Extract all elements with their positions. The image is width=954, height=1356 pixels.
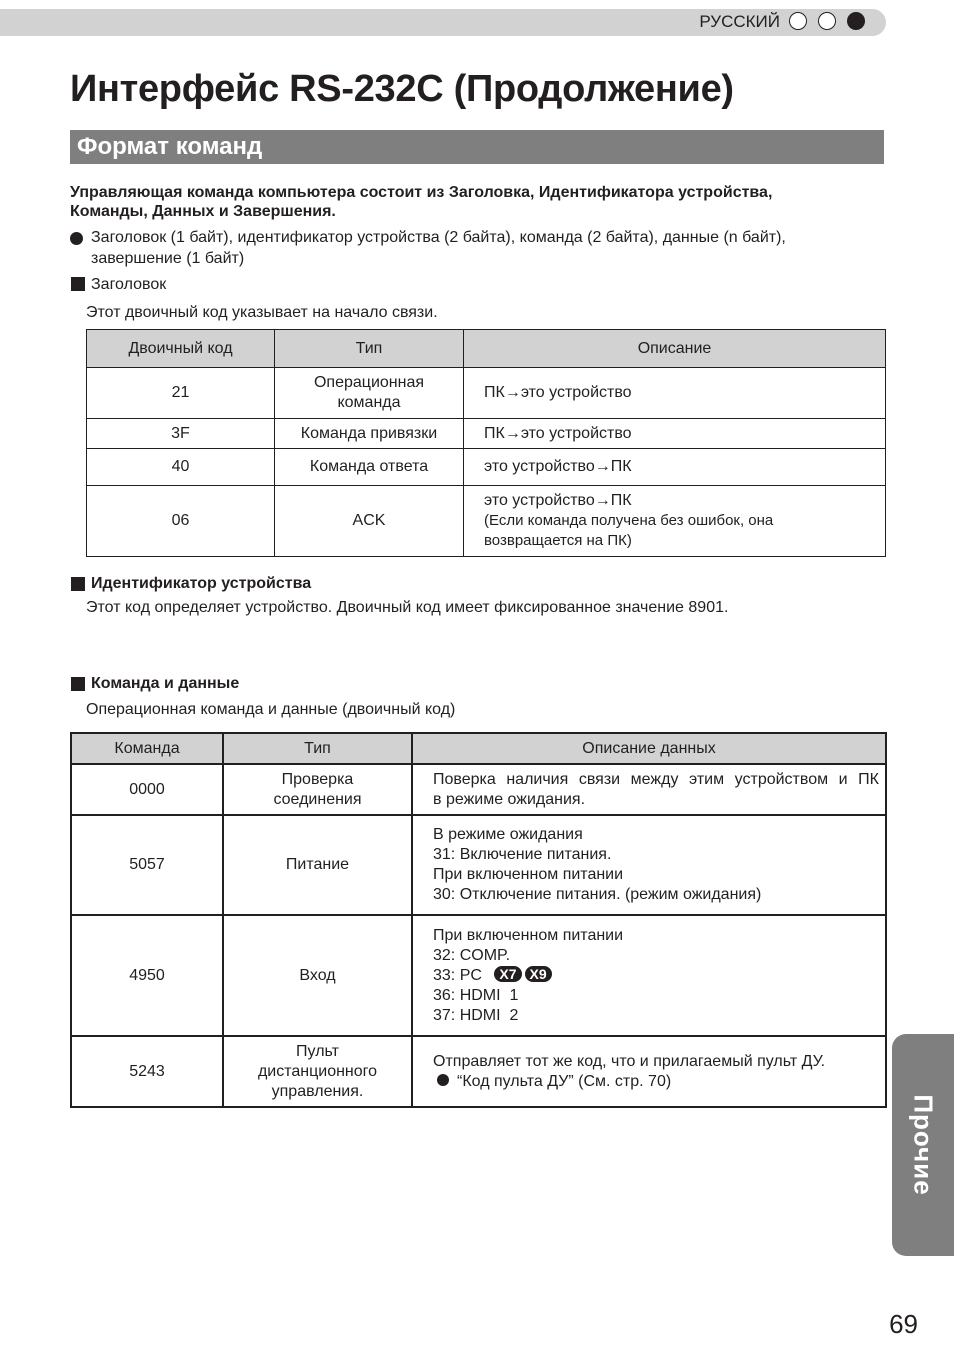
desc-cell [412,764,886,815]
code-cell: 21 [87,368,275,419]
type-cell [275,368,464,419]
type-line: команда [337,394,401,411]
note-line: (Если команда получена без ошибок, она [484,512,774,529]
type-cell: ACK [275,486,464,557]
column-header: Двоичный код [87,330,275,368]
type-line: Операционная [313,374,425,391]
command-data-desc: Операционная команда и данные (двоичный код) [86,701,456,718]
side-tab[interactable] [892,1034,954,1256]
page-title: Интерфейс RS-232C (Продолжение) [70,68,734,110]
note-line: возвращается на ПК) [484,532,632,549]
bullet-line-1: Заголовок (1 байт), идентификатор устройства (2 байта), команда (2 байта), данные (n байт), [91,229,786,246]
table-row [71,915,886,1036]
square-bullet-icon [71,277,85,291]
desc-line: Отправляет тот же код, что и прилагаемый пульт ДУ. [433,1052,826,1070]
device-id-heading: Идентификатор устройства [91,575,312,592]
table-row [71,1036,886,1107]
language-dot-empty [789,12,807,30]
desc-text: 33: PC [433,966,482,984]
type-line: соединения [273,790,362,808]
type-cell: Команда привязки [275,419,464,449]
type-cell: Питание [223,815,412,915]
table-row [87,419,886,449]
square-bullet-icon [71,577,85,591]
language-label: РУССКИЙ [699,12,780,31]
desc-line: При включенном питании [433,926,624,944]
language-dot-filled [847,12,865,30]
device-id-desc: Этот код определяет устройство. Двоичный код имеет фиксированное значение 8901. [86,599,729,616]
page-number: 69 [889,1309,918,1339]
type-cell [223,764,412,815]
type-line: Пульт [296,1042,339,1060]
code-cell: 5057 [71,815,223,915]
column-header: Описание данных [412,733,886,764]
column-header: Тип [223,733,412,764]
desc-line: 37: HDMI 2 [433,1006,519,1024]
bullet-icon [70,232,83,245]
column-header: Команда [71,733,223,764]
square-bullet-icon [71,677,85,691]
type-cell: Вход [223,915,412,1036]
table-row [71,815,886,915]
desc-line: 31: Включение питания. [433,846,612,863]
type-line: Проверка [281,770,354,788]
type-cell: Команда ответа [275,449,464,486]
header-heading: Заголовок [91,276,167,293]
table-row [87,449,886,486]
table-header-row [87,330,886,368]
desc-line: 32: COMP. [433,946,511,964]
table-row [87,368,886,419]
intro-line-2: Команды, Данных и Завершения. [70,203,336,220]
model-badge: X7 [494,966,521,982]
code-cell: 40 [87,449,275,486]
language-dot-empty [818,12,836,30]
bullet-icon [437,1074,449,1086]
table-header-row [71,733,886,764]
table-row [87,486,886,557]
column-header: Тип [275,330,464,368]
code-cell: 06 [87,486,275,557]
model-badge: X9 [525,966,552,982]
command-data-heading: Команда и данные [91,675,240,692]
header-table [86,329,886,557]
desc-line: 30: Отключение питания. (режим ожидания) [433,886,762,903]
desc-cell: ПК→это устройство [464,419,886,449]
desc-cell: ПК→это устройство [464,368,886,419]
header-desc: Этот двоичный код указывает на начало связи. [86,304,438,321]
type-line: дистанционного [257,1062,378,1080]
section-title: Формат команд [70,130,884,164]
desc-line: в режиме ожидания. [433,790,586,808]
desc-line: Поверка наличия связи между этим устройством и ПК [433,770,879,788]
code-cell: 0000 [71,764,223,815]
type-line: управления. [271,1082,364,1100]
table-row [71,764,886,815]
desc-line: В режиме ожидания [433,826,583,843]
reference-link-text: “Код пульта ДУ” (См. стр. 70) [457,1072,672,1090]
command-table [70,732,887,1108]
desc-line [433,1072,879,1092]
column-header: Описание [464,330,886,368]
desc-cell [412,915,886,1036]
desc-cell [412,1036,886,1107]
desc-cell: это устройство→ПК [464,449,886,486]
desc-line: 36: HDMI 1 [433,986,519,1004]
desc-line [433,966,879,986]
language-bar [0,9,886,36]
type-cell [223,1036,412,1107]
intro-line-1: Управляющая команда компьютера состоит из Заголовка, Идентификатора устройства, [70,184,773,201]
code-cell: 4950 [71,915,223,1036]
bullet-line-2: завершение (1 байт) [91,250,245,267]
desc-cell [412,815,886,915]
desc-line: это устройство→ПК [484,492,632,509]
desc-line: При включенном питании [433,866,624,883]
code-cell: 5243 [71,1036,223,1107]
code-cell: 3F [87,419,275,449]
desc-cell [464,486,886,557]
side-tab-label: Прочие [908,1094,939,1196]
